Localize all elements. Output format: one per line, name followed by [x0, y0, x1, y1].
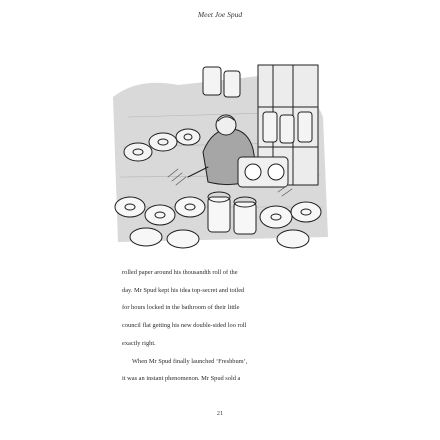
running-head: Meet Joe Spud [197, 10, 243, 19]
body-line: exactly right. [122, 339, 156, 347]
body-line: council flat getting his new double-sided loo roll [122, 322, 247, 330]
body-text [122, 264, 330, 388]
body-line: day. Mr Spud kept his idea top-secret and toiled [122, 286, 245, 294]
illustration [108, 57, 333, 254]
body-line: for hours locked in the bathroom of their little [122, 304, 240, 312]
page-number: 21 [216, 410, 224, 417]
body-line: rolled paper around his thousandth roll of the [122, 269, 238, 276]
body-line: When Mr Spud finally launched ‘Freshbum’, [132, 357, 248, 365]
body-line: it was an instant phenomenon. Mr Spud sold a [122, 375, 241, 383]
